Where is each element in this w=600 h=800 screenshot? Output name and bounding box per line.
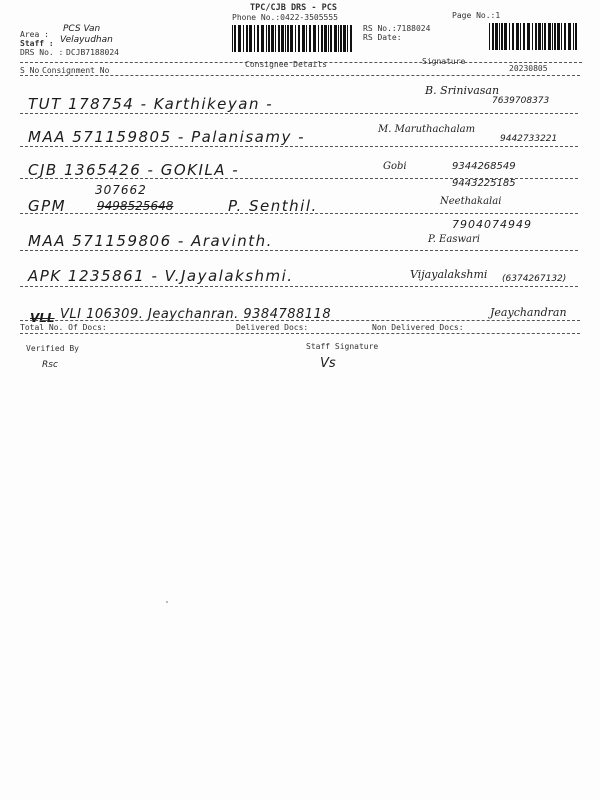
barcode-bar <box>302 25 305 52</box>
page-number: Page No.:1 <box>452 11 501 20</box>
barcode-bar <box>271 25 274 52</box>
barcode-bar <box>499 23 500 50</box>
column-signature: Signature <box>422 57 466 66</box>
entry-signature: Vijayalakshmi <box>410 268 488 281</box>
barcode-bar <box>544 23 546 50</box>
barcode-bar <box>246 25 248 52</box>
barcode-bar <box>557 23 560 50</box>
barcode-bar <box>523 23 525 50</box>
entry-signature: M. Maruthachalam <box>378 124 476 135</box>
barcode-bar <box>287 25 289 52</box>
barcode-bar <box>573 23 574 50</box>
column-consignee-details: Consignee Details <box>245 60 327 69</box>
entry-divider <box>20 146 578 147</box>
entry-divider <box>20 250 578 251</box>
entry-prefix: GPM <box>28 197 67 215</box>
barcode-bar <box>309 25 311 52</box>
barcode-bar <box>261 25 264 52</box>
entry-signature: B. Srinivasan <box>425 84 500 97</box>
column-s-no: S No <box>20 66 40 75</box>
staff-signature-initial: Vs <box>320 356 336 371</box>
verified-by-initial: Rsc <box>42 360 58 370</box>
barcode-bar <box>501 23 503 50</box>
entry-text: P. Senthil. <box>228 197 318 215</box>
barcode-rs <box>489 23 579 50</box>
column-date: 20230805 <box>509 64 548 73</box>
barcode-bar <box>561 23 562 50</box>
rs-date: RS Date: <box>363 33 402 42</box>
barcode-bar <box>532 23 533 50</box>
barcode-bar <box>295 25 296 52</box>
drs-number-value: DCJB7188024 <box>66 48 119 57</box>
barcode-bar <box>285 25 286 52</box>
barcode-drs <box>232 25 356 52</box>
barcode-bar <box>509 23 510 50</box>
barcode-bar <box>542 23 543 50</box>
barcode-bar <box>275 25 276 52</box>
total-docs-label: Total No. Of Docs: <box>20 323 107 332</box>
barcode-bar <box>516 23 519 50</box>
footer-divider <box>20 320 580 321</box>
staff-value: Velayudhan <box>60 35 113 45</box>
entry-phone: 9344268549 <box>452 161 516 172</box>
barcode-bar <box>321 25 323 52</box>
barcode-bar <box>350 25 352 52</box>
footer-divider-bottom <box>20 333 580 334</box>
barcode-bar <box>278 25 280 52</box>
barcode-bar <box>492 23 494 50</box>
barcode-bar <box>324 25 327 52</box>
barcode-bar <box>343 25 346 52</box>
column-consignment-no: Consignment No <box>42 66 110 75</box>
barcode-bar <box>575 23 577 50</box>
barcode-bar <box>512 23 514 50</box>
header-divider-bottom <box>20 75 580 76</box>
drs-number-label: DRS No. : <box>20 48 64 57</box>
entry-signature: Jeaychandran <box>490 306 567 319</box>
barcode-bar <box>330 25 332 52</box>
non-delivered-docs-label: Non Delivered Docs: <box>372 323 464 332</box>
entry-text: TUT 178754 - Karthikeyan - <box>28 95 274 113</box>
entry-struck-text: 9498525648 <box>97 199 174 213</box>
barcode-bar <box>318 25 319 52</box>
barcode-bar <box>234 25 236 52</box>
area-label: Area : <box>20 30 49 39</box>
barcode-bar <box>504 23 507 50</box>
entry-text: MAA 571159805 - Palanisamy - <box>28 128 306 146</box>
barcode-bar <box>257 25 259 52</box>
entry-signature: P. Easwari <box>428 234 480 245</box>
barcode-bar <box>520 23 521 50</box>
entry-divider <box>20 286 578 287</box>
verified-by-label: Verified By <box>26 344 79 353</box>
barcode-bar <box>554 23 556 50</box>
barcode-bar <box>298 25 300 52</box>
entry-phone: 9442733221 <box>500 134 558 144</box>
barcode-bar <box>254 25 255 52</box>
document-title: TPC/CJB DRS - PCS <box>250 3 337 13</box>
barcode-bar <box>313 25 316 52</box>
rs-number: RS No.:7188024 <box>363 24 431 33</box>
barcode-bar <box>306 25 307 52</box>
barcode-bar <box>334 25 337 52</box>
entry-struck-prefix: VLL <box>30 311 55 325</box>
barcode-bar <box>489 23 490 50</box>
staff-label: Staff : <box>20 39 54 48</box>
barcode-bar <box>328 25 329 52</box>
entry-divider <box>20 213 578 214</box>
barcode-bar <box>495 23 498 50</box>
barcode-bar <box>548 23 551 50</box>
entry-phone: 7904074949 <box>452 218 532 231</box>
barcode-bar <box>266 25 267 52</box>
entry-phone: 7639708373 <box>492 96 550 106</box>
phone-number: Phone No.:0422-3505555 <box>232 13 338 22</box>
delivered-docs-label: Delivered Docs: <box>236 323 309 332</box>
entry-text: APK 1235861 - V.Jayalakshmi. <box>28 267 294 285</box>
barcode-bar <box>527 23 530 50</box>
area-value: PCS Van <box>63 24 101 34</box>
entry-phone: (6374267132) <box>502 274 567 284</box>
barcode-bar <box>538 23 541 50</box>
barcode-bar <box>290 25 293 52</box>
entry-phone: 9443225185 <box>452 178 516 189</box>
entry-signature: Gobi <box>383 161 407 172</box>
barcode-bar <box>552 23 553 50</box>
barcode-bar <box>238 25 241 52</box>
barcode-bar <box>340 25 342 52</box>
barcode-bar <box>281 25 284 52</box>
barcode-bar <box>243 25 244 52</box>
barcode-bar <box>347 25 348 52</box>
entry-text: CJB 1365426 - GOKILA - <box>28 161 240 179</box>
barcode-bar <box>249 25 252 52</box>
barcode-bar <box>535 23 537 50</box>
barcode-bar <box>338 25 339 52</box>
entry-signature: Neethakalai <box>440 196 502 207</box>
entry-above-text: 307662 <box>95 183 147 197</box>
barcode-bar <box>232 25 233 52</box>
staff-signature-label: Staff Signature <box>306 342 379 351</box>
entry-text: MAA 571159806 - Aravinth. <box>28 232 273 250</box>
entry-text: VLI 106309. Jeaychanran. 9384788118 <box>60 307 332 322</box>
scan-speck <box>166 601 168 603</box>
barcode-bar <box>268 25 270 52</box>
entry-divider <box>20 113 578 114</box>
barcode-bar <box>568 23 571 50</box>
barcode-bar <box>564 23 566 50</box>
